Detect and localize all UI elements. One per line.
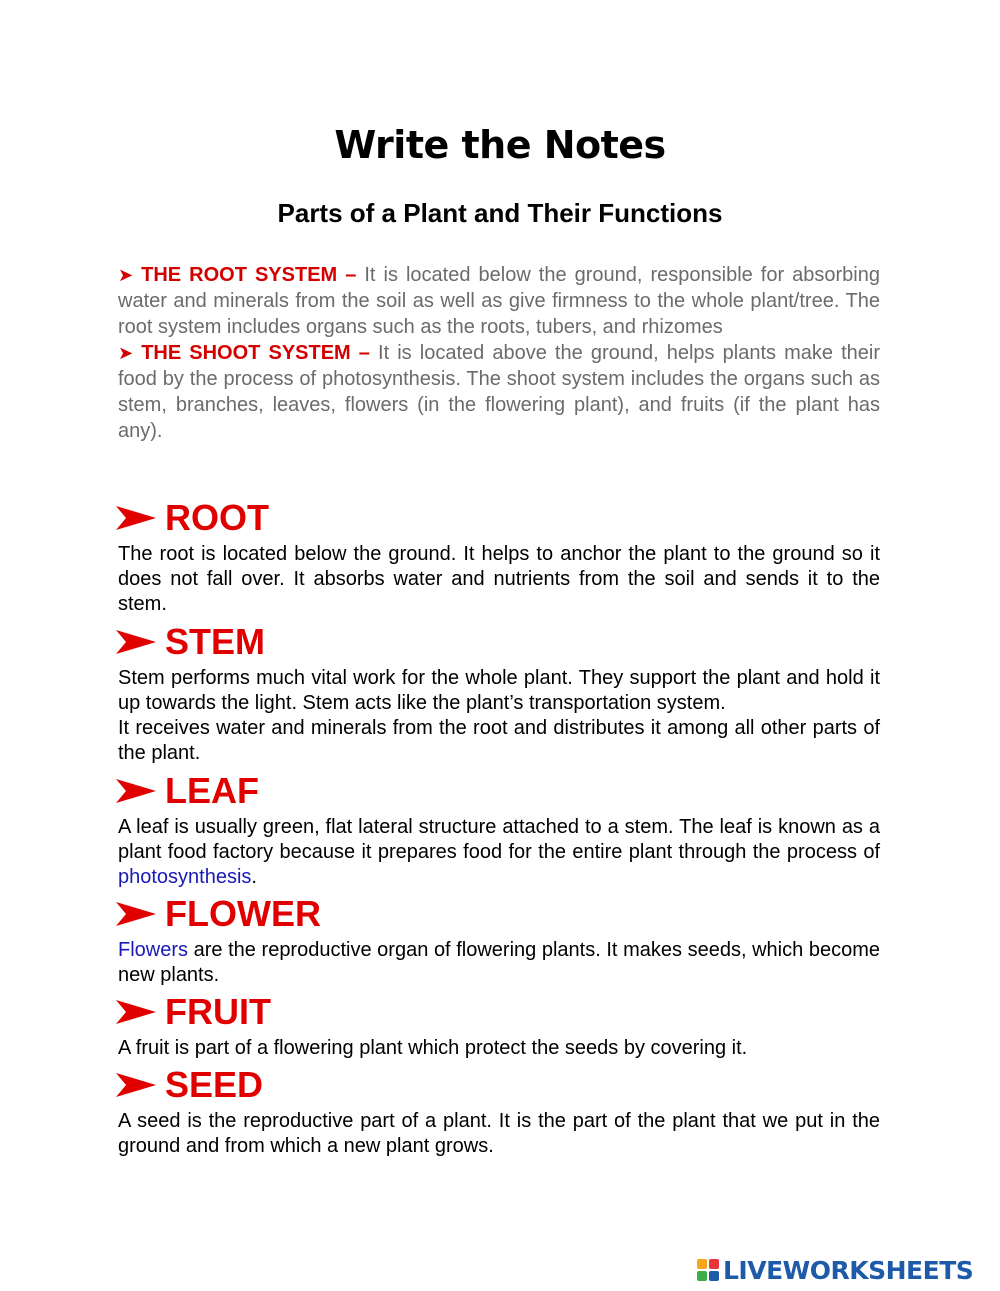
section-body-leaf (118, 815, 880, 890)
section-heading-label: SEED (165, 1064, 264, 1105)
section-body-seed (118, 1109, 880, 1159)
section-paragraph: The root is located below the ground. It helps to anchor the plant to the ground so it does not fall over. It absorbs water and nutrients from the soil and sends it to the stem. (118, 543, 880, 615)
arrow-right-icon (116, 630, 156, 654)
shoot-system-text: It is located above the ground, helps plants make their food by the process of photosynthesis. The shoot system includes the organs such as stem, branches, leaves, flowers (in the flowering plant), and fruits (if the plant has any). (118, 342, 880, 442)
section-heading-root (116, 498, 269, 538)
section-paragraph (118, 815, 880, 890)
section-paragraph: It receives water and minerals from the root and distributes it among all other parts of the plant. (118, 717, 880, 764)
arrow-right-icon (116, 779, 156, 803)
leaf-text: A leaf is usually green, flat lateral structure attached to a stem. The leaf is known as a plant food factory because it prepares food for the entire plant through the process of (118, 816, 880, 863)
leaf-text-end: . (251, 866, 257, 888)
root-system-text: It is located below the ground, responsible for absorbing water and minerals from the soil as well as give firmness to the whole plant/tree. The root system includes organs such as the roots, tubers, and rhizomes (118, 264, 880, 338)
section-heading-stem (116, 622, 265, 662)
arrow-right-icon: ➤ (118, 265, 134, 285)
brand-name: LIVEWORKSHEETS (723, 1255, 974, 1285)
plant-systems-intro (118, 262, 880, 444)
section-heading-label: FLOWER (165, 893, 321, 934)
arrow-right-icon (116, 506, 156, 530)
section-heading-fruit (116, 992, 271, 1032)
shoot-system-paragraph (118, 340, 880, 444)
flowers-link[interactable]: Flowers (118, 939, 189, 961)
liveworksheets-logo-icon (697, 1259, 719, 1281)
arrow-right-icon (116, 1000, 156, 1024)
section-heading-label: ROOT (165, 497, 269, 538)
flower-text: are the reproductive organ of flowering plants. It makes seeds, which become new plants. (118, 939, 881, 986)
section-heading-label: STEM (165, 621, 266, 662)
arrow-right-icon (116, 1073, 156, 1097)
section-heading-flower (116, 894, 321, 934)
shoot-system-heading: THE SHOOT SYSTEM – (141, 342, 370, 364)
root-system-paragraph (118, 262, 880, 340)
section-paragraph: A fruit is part of a flowering plant which protect the seeds by covering it. (118, 1037, 748, 1059)
arrow-right-icon (116, 902, 156, 926)
section-paragraph (118, 938, 880, 988)
page-subtitle: Parts of a Plant and Their Functions (277, 198, 723, 228)
arrow-right-icon: ➤ (118, 343, 134, 363)
section-heading-label: FRUIT (165, 991, 271, 1032)
section-paragraph: Stem performs much vital work for the whole plant. They support the plant and hold it up towards the light. Stem acts like the plant’s transportation system. (118, 667, 880, 714)
section-body-flower (118, 938, 880, 988)
liveworksheets-branding (697, 1255, 973, 1285)
section-body-root (118, 542, 880, 617)
section-body-stem (118, 666, 880, 766)
section-paragraph: A seed is the reproductive part of a plant. It is the part of the plant that we put in the ground and from which a new plant grows. (118, 1110, 880, 1157)
page-title: Write the Notes (334, 123, 666, 167)
photosynthesis-link[interactable]: photosynthesis (118, 866, 252, 888)
section-heading-label: LEAF (165, 770, 259, 811)
section-heading-seed (116, 1065, 263, 1105)
root-system-heading: THE ROOT SYSTEM – (141, 264, 357, 286)
section-body-fruit (118, 1036, 880, 1061)
section-heading-leaf (116, 771, 259, 811)
